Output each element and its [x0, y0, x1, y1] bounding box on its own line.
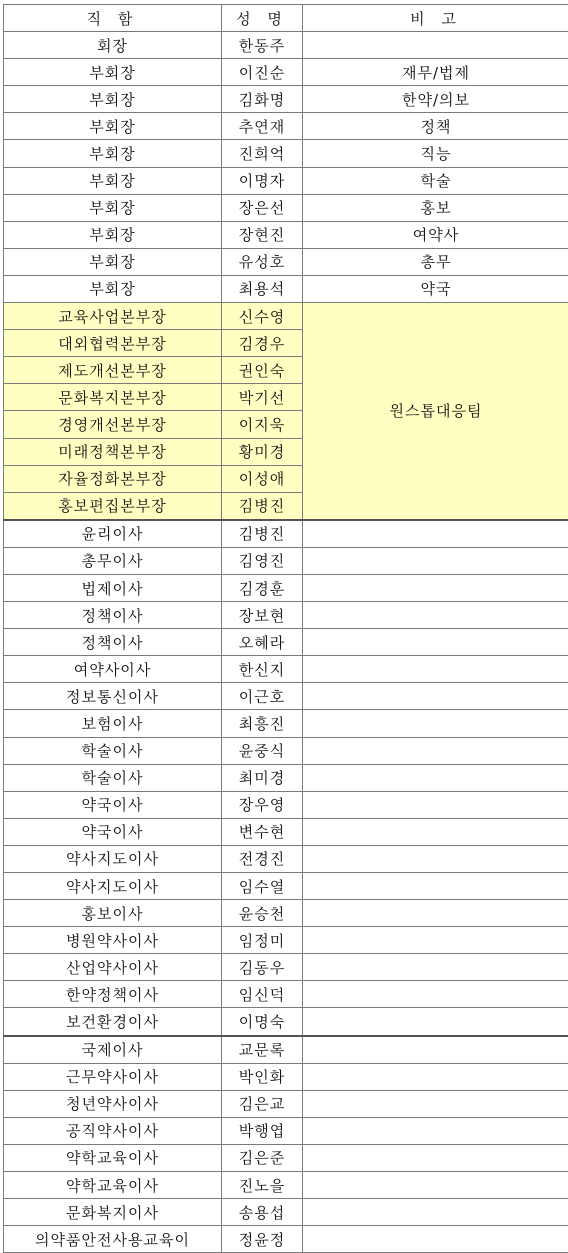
- note-cell: [303, 954, 568, 981]
- merged-note-cell: 원스톱대응팀: [303, 303, 568, 520]
- position-cell: 정책이사: [4, 602, 222, 629]
- position-cell: 청년약사이사: [4, 1090, 222, 1117]
- table-row: [4, 656, 568, 683]
- note-cell: [303, 1008, 568, 1036]
- position-cell: 자율정화본부장: [4, 465, 222, 492]
- name-cell: 김병진: [222, 492, 303, 520]
- note-cell: 정책: [303, 113, 568, 140]
- note-cell: [303, 32, 568, 59]
- table-row: [4, 737, 568, 764]
- note-cell: [303, 574, 568, 601]
- name-cell: 김병진: [222, 520, 303, 548]
- note-cell: 직능: [303, 140, 568, 167]
- table-row: [4, 1090, 568, 1117]
- table-row: [4, 32, 568, 59]
- note-cell: [303, 1172, 568, 1199]
- position-cell: 학술이사: [4, 764, 222, 791]
- name-cell: 신수영: [222, 303, 303, 330]
- name-cell: 이명자: [222, 167, 303, 194]
- name-cell: 진희억: [222, 140, 303, 167]
- name-cell: 이지욱: [222, 411, 303, 438]
- position-cell: 의약품안전사용교육이: [4, 1226, 222, 1253]
- name-cell: 장은선: [222, 194, 303, 221]
- table-row: [4, 547, 568, 574]
- position-cell: 학술이사: [4, 737, 222, 764]
- position-cell: 부회장: [4, 194, 222, 221]
- name-cell: 장우영: [222, 791, 303, 818]
- note-cell: [303, 710, 568, 737]
- position-cell: 한약정책이사: [4, 981, 222, 1008]
- name-cell: 이성애: [222, 465, 303, 492]
- name-cell: 송용섭: [222, 1199, 303, 1226]
- position-cell: 대외협력본부장: [4, 330, 222, 357]
- table-row: [4, 1117, 568, 1144]
- name-cell: 장현진: [222, 221, 303, 248]
- table-row: [4, 574, 568, 601]
- name-cell: 한동주: [222, 32, 303, 59]
- table-row: [4, 791, 568, 818]
- table-row: [4, 954, 568, 981]
- table-row: [4, 1036, 568, 1064]
- note-cell: 한약/의보: [303, 86, 568, 113]
- name-cell: 이진순: [222, 59, 303, 86]
- position-cell: 산업약사이사: [4, 954, 222, 981]
- header-note: 비 고: [303, 5, 568, 32]
- table-row: [4, 59, 568, 86]
- table-row: [4, 1199, 568, 1226]
- note-cell: [303, 656, 568, 683]
- table-row: [4, 221, 568, 248]
- note-cell: [303, 547, 568, 574]
- name-cell: 장보현: [222, 602, 303, 629]
- position-cell: 문화복지본부장: [4, 384, 222, 411]
- note-cell: [303, 1199, 568, 1226]
- table-row: [4, 900, 568, 927]
- position-cell: 부회장: [4, 86, 222, 113]
- position-cell: 문화복지이사: [4, 1199, 222, 1226]
- position-cell: 법제이사: [4, 574, 222, 601]
- name-cell: 김은교: [222, 1090, 303, 1117]
- note-cell: 홍보: [303, 194, 568, 221]
- name-cell: 윤승천: [222, 900, 303, 927]
- name-cell: 교문록: [222, 1036, 303, 1064]
- header-row: [4, 5, 568, 32]
- position-cell: 약사지도이사: [4, 845, 222, 872]
- position-cell: 윤리이사: [4, 520, 222, 548]
- name-cell: 김경훈: [222, 574, 303, 601]
- table-row: [4, 1172, 568, 1199]
- note-cell: [303, 764, 568, 791]
- name-cell: 최미경: [222, 764, 303, 791]
- position-cell: 약학교육이사: [4, 1172, 222, 1199]
- note-cell: [303, 1090, 568, 1117]
- name-cell: 박인화: [222, 1063, 303, 1090]
- name-cell: 황미경: [222, 438, 303, 465]
- table-row: [4, 275, 568, 302]
- table-row: [4, 818, 568, 845]
- name-cell: 김은준: [222, 1144, 303, 1171]
- note-cell: 재무/법제: [303, 59, 568, 86]
- note-cell: 여약사: [303, 221, 568, 248]
- position-cell: 부회장: [4, 140, 222, 167]
- position-cell: 병원약사이사: [4, 927, 222, 954]
- note-cell: [303, 629, 568, 656]
- note-cell: [303, 818, 568, 845]
- position-cell: 교육사업본부장: [4, 303, 222, 330]
- note-cell: [303, 873, 568, 900]
- note-cell: 약국: [303, 275, 568, 302]
- name-cell: 변수현: [222, 818, 303, 845]
- position-cell: 여약사이사: [4, 656, 222, 683]
- table-row: [4, 86, 568, 113]
- table-row: [4, 194, 568, 221]
- note-cell: [303, 1117, 568, 1144]
- table-row: [4, 520, 568, 548]
- note-cell: [303, 520, 568, 548]
- table-row: [4, 113, 568, 140]
- position-cell: 부회장: [4, 248, 222, 275]
- table-row: [4, 602, 568, 629]
- name-cell: 임수열: [222, 873, 303, 900]
- position-cell: 국제이사: [4, 1036, 222, 1064]
- note-cell: [303, 791, 568, 818]
- note-cell: [303, 737, 568, 764]
- note-cell: [303, 683, 568, 710]
- position-cell: 공직약사이사: [4, 1117, 222, 1144]
- position-cell: 경영개선본부장: [4, 411, 222, 438]
- name-cell: 임정미: [222, 927, 303, 954]
- table-row: [4, 1063, 568, 1090]
- position-cell: 미래정책본부장: [4, 438, 222, 465]
- name-cell: 박기선: [222, 384, 303, 411]
- name-cell: 박행엽: [222, 1117, 303, 1144]
- name-cell: 윤중식: [222, 737, 303, 764]
- executive-roster-table: [3, 4, 568, 1253]
- name-cell: 오혜라: [222, 629, 303, 656]
- name-cell: 이근호: [222, 683, 303, 710]
- header-name: 성 명: [222, 5, 303, 32]
- name-cell: 추연재: [222, 113, 303, 140]
- name-cell: 유성호: [222, 248, 303, 275]
- note-cell: [303, 845, 568, 872]
- table-row: [4, 629, 568, 656]
- name-cell: 김동우: [222, 954, 303, 981]
- note-cell: [303, 981, 568, 1008]
- table-row: [4, 167, 568, 194]
- table-row: [4, 248, 568, 275]
- note-cell: 총무: [303, 248, 568, 275]
- position-cell: 약국이사: [4, 818, 222, 845]
- note-cell: 학술: [303, 167, 568, 194]
- position-cell: 보건환경이사: [4, 1008, 222, 1036]
- table-row: [4, 927, 568, 954]
- position-cell: 약국이사: [4, 791, 222, 818]
- table-row: [4, 845, 568, 872]
- position-cell: 보험이사: [4, 710, 222, 737]
- position-cell: 부회장: [4, 113, 222, 140]
- table-row: [4, 140, 568, 167]
- note-cell: [303, 1226, 568, 1253]
- position-cell: 부회장: [4, 59, 222, 86]
- note-cell: [303, 900, 568, 927]
- note-cell: [303, 1036, 568, 1064]
- name-cell: 최용석: [222, 275, 303, 302]
- position-cell: 부회장: [4, 275, 222, 302]
- table-row: [4, 1226, 568, 1253]
- name-cell: 한신지: [222, 656, 303, 683]
- position-cell: 약사지도이사: [4, 873, 222, 900]
- position-cell: 정보통신이사: [4, 683, 222, 710]
- name-cell: 권인숙: [222, 357, 303, 384]
- note-cell: [303, 1144, 568, 1171]
- note-cell: [303, 602, 568, 629]
- note-cell: [303, 927, 568, 954]
- position-cell: 홍보편집본부장: [4, 492, 222, 520]
- position-cell: 홍보이사: [4, 900, 222, 927]
- position-cell: 정책이사: [4, 629, 222, 656]
- name-cell: 진노을: [222, 1172, 303, 1199]
- note-cell: [303, 1063, 568, 1090]
- table-row: [4, 303, 568, 330]
- name-cell: 정윤정: [222, 1226, 303, 1253]
- name-cell: 김영진: [222, 547, 303, 574]
- name-cell: 이명숙: [222, 1008, 303, 1036]
- name-cell: 김화명: [222, 86, 303, 113]
- table-row: [4, 764, 568, 791]
- position-cell: 약학교육이사: [4, 1144, 222, 1171]
- name-cell: 김경우: [222, 330, 303, 357]
- table-row: [4, 1008, 568, 1036]
- position-cell: 부회장: [4, 167, 222, 194]
- table-row: [4, 873, 568, 900]
- position-cell: 부회장: [4, 221, 222, 248]
- position-cell: 제도개선본부장: [4, 357, 222, 384]
- position-cell: 총무이사: [4, 547, 222, 574]
- position-cell: 근무약사이사: [4, 1063, 222, 1090]
- position-cell: 회장: [4, 32, 222, 59]
- table-row: [4, 1144, 568, 1171]
- table-row: [4, 683, 568, 710]
- name-cell: 임신덕: [222, 981, 303, 1008]
- header-position: 직 함: [4, 5, 222, 32]
- table-row: [4, 710, 568, 737]
- table-row: [4, 981, 568, 1008]
- name-cell: 최흥진: [222, 710, 303, 737]
- roster-body: [4, 5, 568, 1253]
- name-cell: 전경진: [222, 845, 303, 872]
